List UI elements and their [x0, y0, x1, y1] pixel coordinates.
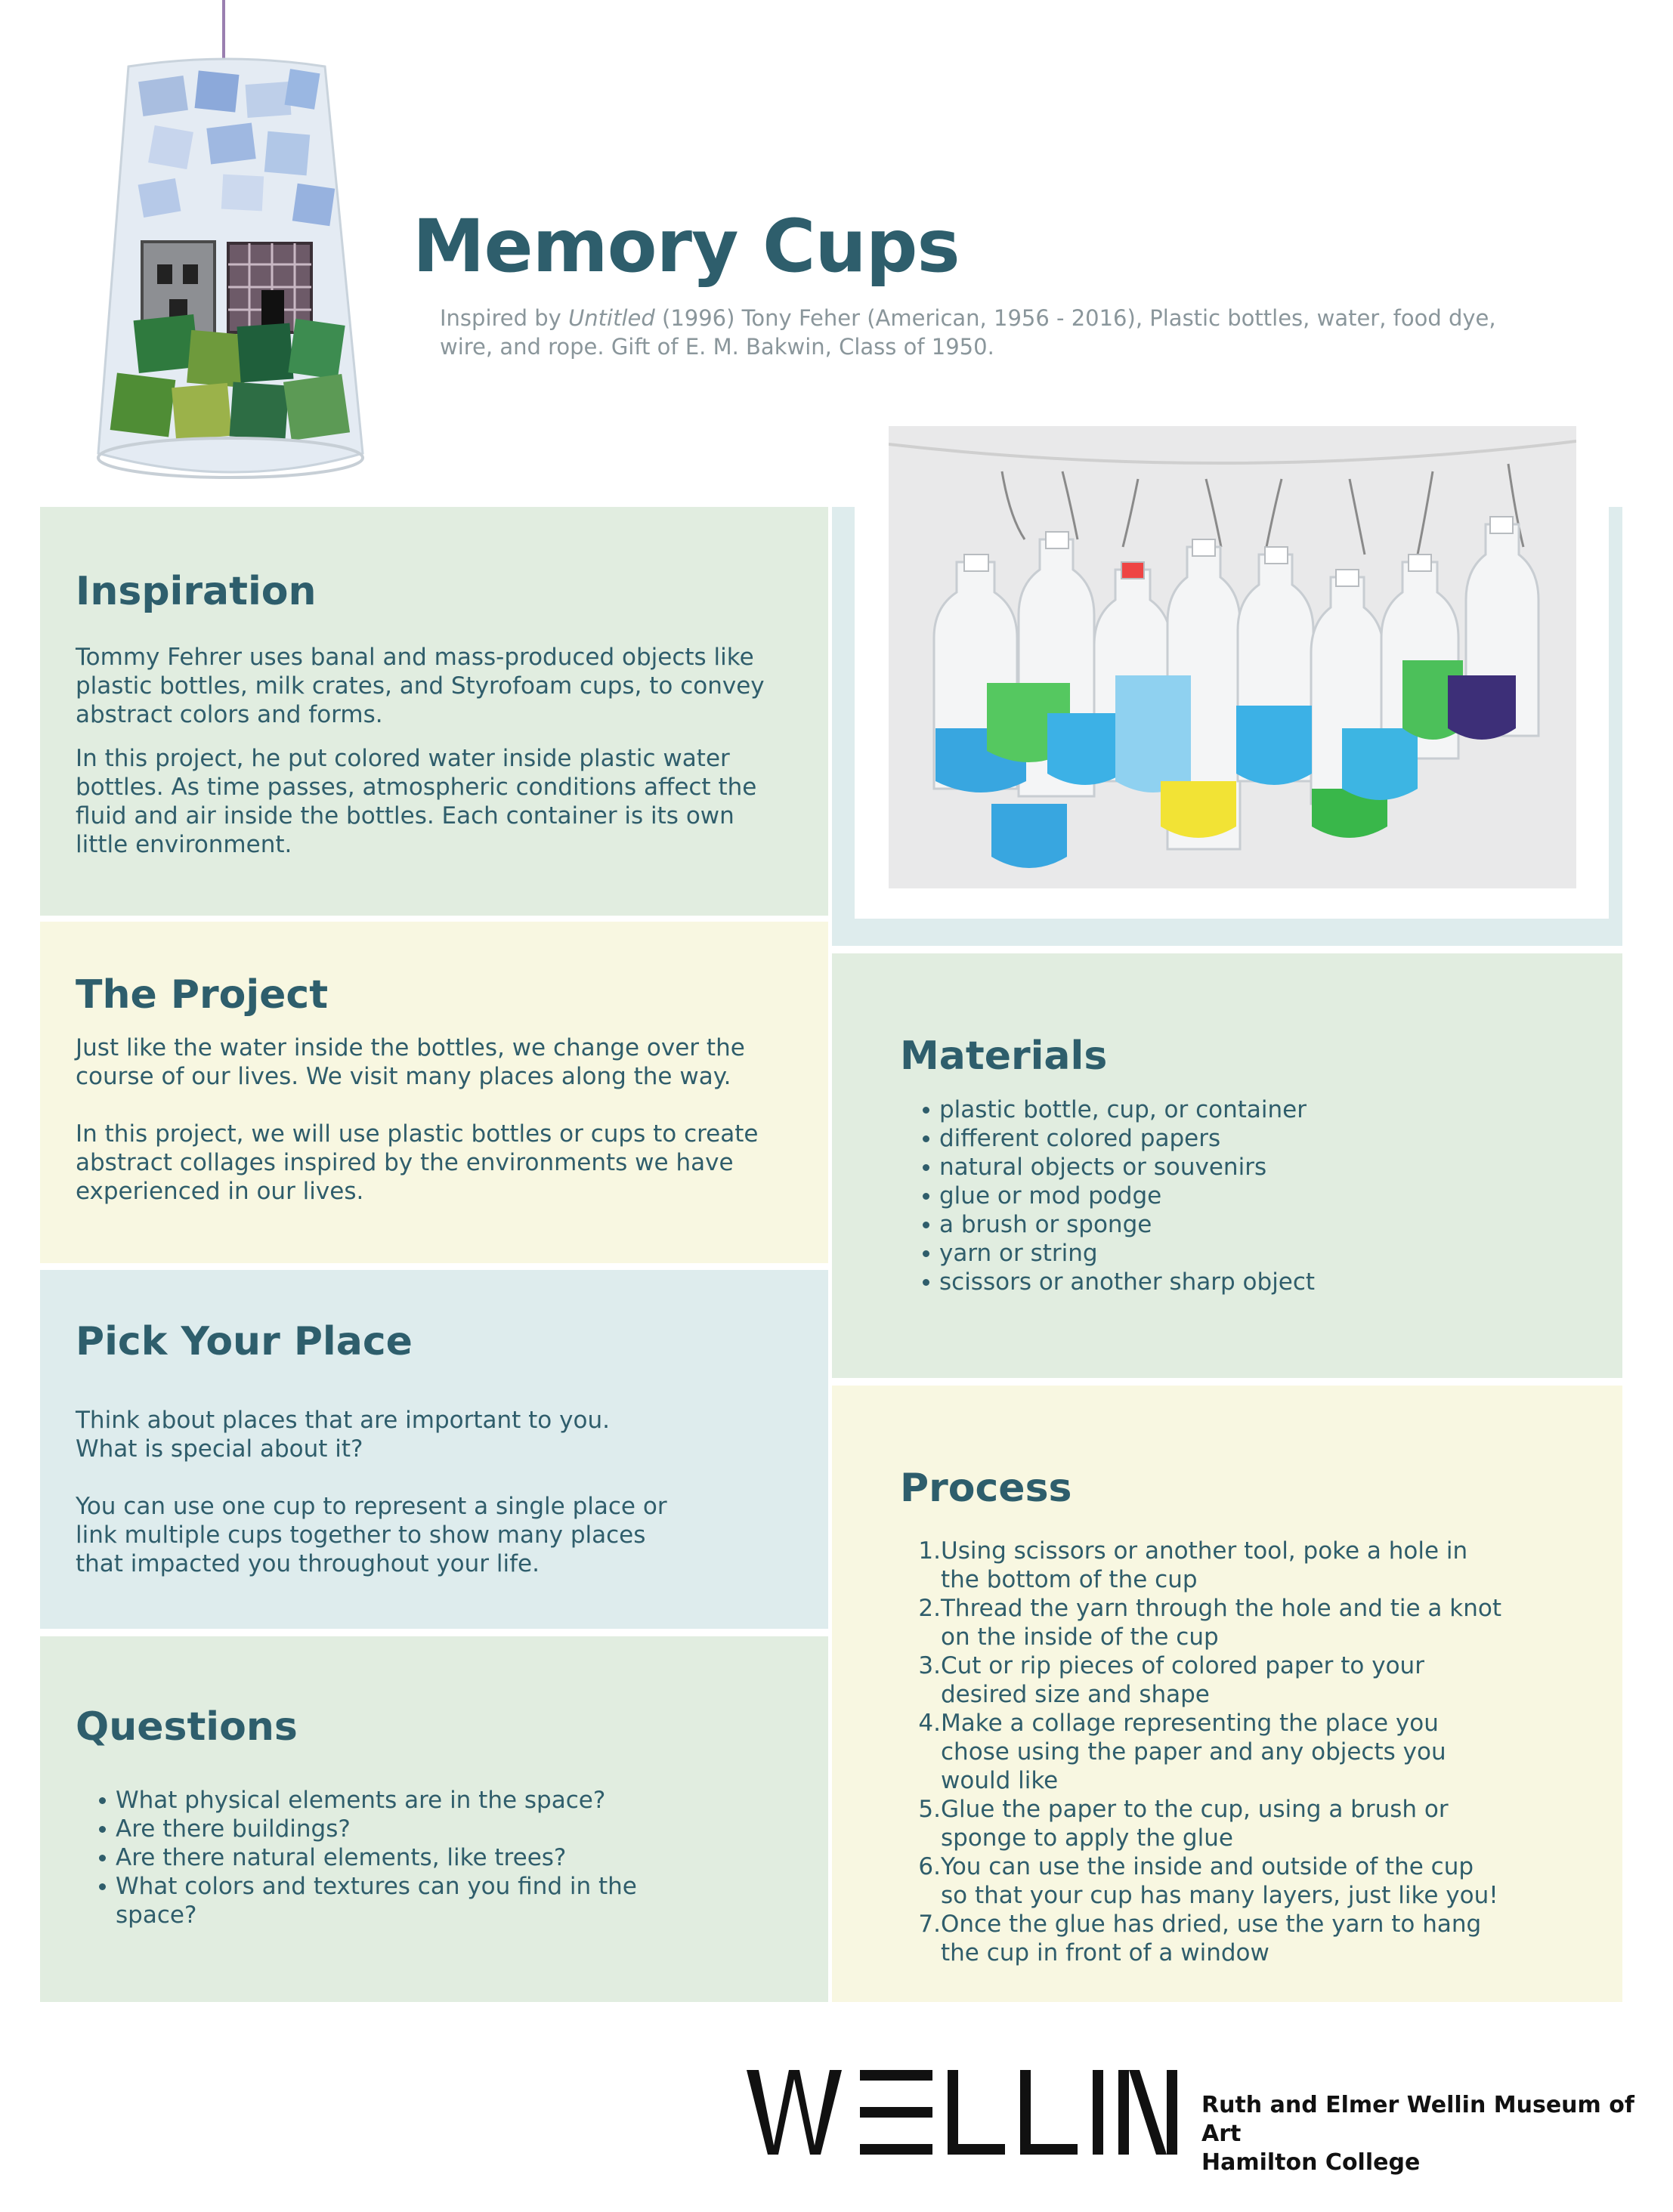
project-heading: The Project: [76, 972, 329, 1018]
wellin-logo: [747, 2070, 1177, 2161]
list-item: Are there natural elements, like trees?: [96, 1843, 655, 1872]
materials-list: [920, 1095, 1539, 1296]
inspiration-paragraph-2: In this project, he put colored water inside plastic water bottles. As time passes, atmospheric conditions affect the fluid and air inside the bottles. Each container is its own little environment.: [76, 745, 757, 858]
list-item: yarn or string: [920, 1239, 1539, 1268]
project-paragraph-1: Just like the water inside the bottles, we change over the course of our lives. We visit many places along the way.: [76, 1034, 745, 1090]
process-panel: [832, 1386, 1622, 2002]
page-title: Memory Cups: [413, 204, 960, 289]
list-item: Are there buildings?: [96, 1815, 655, 1843]
questions-list: [96, 1786, 655, 1929]
list-item: 1. Using scissors or another tool, poke a hole in the bottom of the cup: [918, 1537, 1468, 1593]
inspiration-heading: Inspiration: [76, 569, 317, 614]
list-item: different colored papers: [920, 1124, 1539, 1153]
list-item: What colors and textures can you find in the space?: [96, 1872, 655, 1929]
pick-your-place-panel: [40, 1270, 828, 1629]
inspiration-panel: [40, 507, 828, 916]
list-item: 3. Cut or rip pieces of colored paper to your desired size and shape: [918, 1652, 1424, 1708]
project-paragraph-2: In this project, we will use plastic bottles or cups to create abstract collages inspired by the environments we have experienced in our lives.: [76, 1120, 759, 1205]
process-steps: [900, 1537, 1504, 1967]
museum-name-line-1: Ruth and Elmer Wellin Museum of Art: [1201, 2092, 1634, 2147]
list-item: plastic bottle, cup, or container: [920, 1095, 1539, 1124]
list-item: scissors or another sharp object: [920, 1268, 1539, 1296]
place-paragraph-2: You can use one cup to represent a single place or link multiple cups together to show many places that impacted you throughout your life.: [76, 1493, 667, 1577]
pick-your-place-heading: Pick Your Place: [76, 1319, 413, 1364]
list-item: natural objects or souvenirs: [920, 1153, 1539, 1182]
list-item: a brush or sponge: [920, 1210, 1539, 1239]
list-item: glue or mod podge: [920, 1182, 1539, 1210]
inspiration-paragraph-1: Tommy Fehrer uses banal and mass-produced objects like plastic bottles, milk crates, and Styrofoam cups, to convey abstract colors and forms.: [76, 644, 765, 728]
project-panel: [40, 922, 828, 1263]
museum-name-line-2: Hamilton College: [1201, 2149, 1421, 2176]
list-item: 7. Once the glue has dried, use the yarn to hang the cup in front of a window: [918, 1911, 1482, 1966]
list-item: 2. Thread the yarn through the hole and tie a knot on the inside of the cup: [918, 1595, 1502, 1651]
list-item: What physical elements are in the space?: [96, 1786, 655, 1815]
list-item: 5. Glue the paper to the cup, using a brush or sponge to apply the glue: [918, 1796, 1449, 1852]
questions-heading: Questions: [76, 1704, 298, 1750]
materials-heading: Materials: [900, 1033, 1108, 1079]
process-heading: Process: [900, 1466, 1072, 1511]
questions-panel: [40, 1636, 828, 2002]
materials-panel: [832, 953, 1622, 1378]
artwork-credit: Inspired by Untitled (1996) Tony Feher (American, 1956 - 2016), Plastic bottles, water, food dye, wire, and rope. Gift of E. M. Bakwin, Class of 1950.: [440, 305, 1496, 360]
memory-cup-image: [68, 0, 385, 499]
list-item: 4. Make a collage representing the place you chose using the paper and any objects you would like: [918, 1710, 1446, 1794]
place-paragraph-1: Think about places that are important to you. What is special about it?: [76, 1407, 610, 1463]
bottles-artwork-photo: [889, 426, 1576, 888]
list-item: 6. You can use the inside and outside of the cup so that your cup has many layers, just like you!: [918, 1853, 1498, 1909]
museum-name: [1201, 2091, 1673, 2177]
